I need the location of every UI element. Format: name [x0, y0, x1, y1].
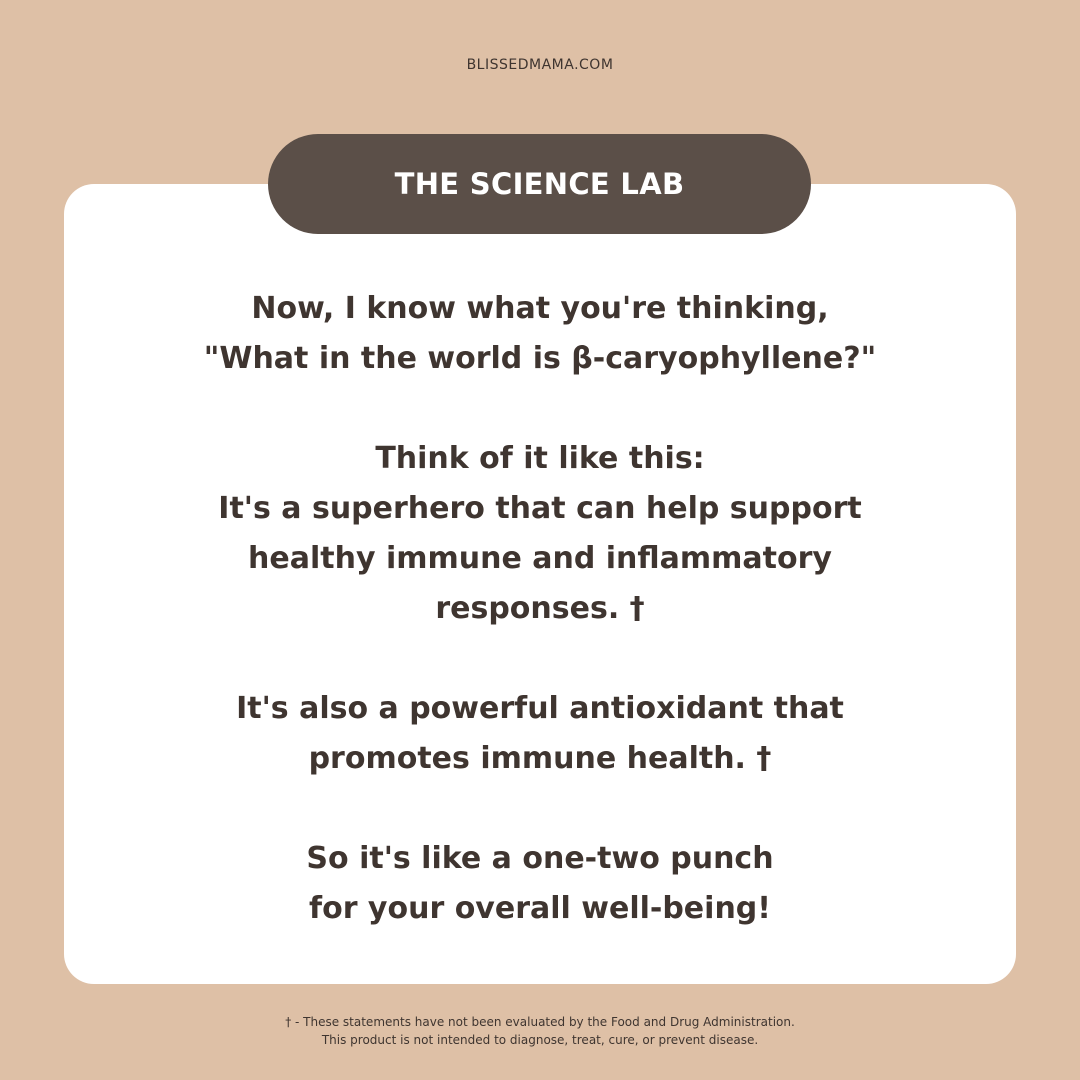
text-line: Now, I know what you're thinking, [251, 291, 829, 326]
body-text [64, 284, 1016, 934]
paragraph-intro [64, 284, 1016, 384]
paragraph-superhero [64, 434, 1016, 634]
text-line: promotes immune health. † [308, 741, 772, 776]
text-line: It's also a powerful antioxidant that [236, 691, 844, 726]
text-line: for your overall well-being! [309, 891, 771, 926]
fda-disclaimer [0, 1013, 1080, 1049]
paragraph-antioxidant [64, 684, 1016, 784]
text-line: Think of it like this: [375, 441, 705, 476]
text-line: healthy immune and inflammatory [248, 541, 832, 576]
text-line: responses. † [435, 591, 645, 626]
section-badge [268, 134, 811, 234]
section-title: THE SCIENCE LAB [394, 167, 685, 201]
text-line: "What in the world is β-caryophyllene?" [203, 341, 877, 376]
site-url: BLISSEDMAMA.COM [466, 57, 614, 73]
disclaimer-line: † - These statements have not been evaluated by the Food and Drug Administration. [285, 1015, 795, 1029]
text-line: So it's like a one-two punch [306, 841, 774, 876]
disclaimer-line: This product is not intended to diagnose, treat, cure, or prevent disease. [321, 1033, 759, 1047]
paragraph-conclusion [64, 834, 1016, 934]
text-line: It's a superhero that can help support [218, 491, 862, 526]
